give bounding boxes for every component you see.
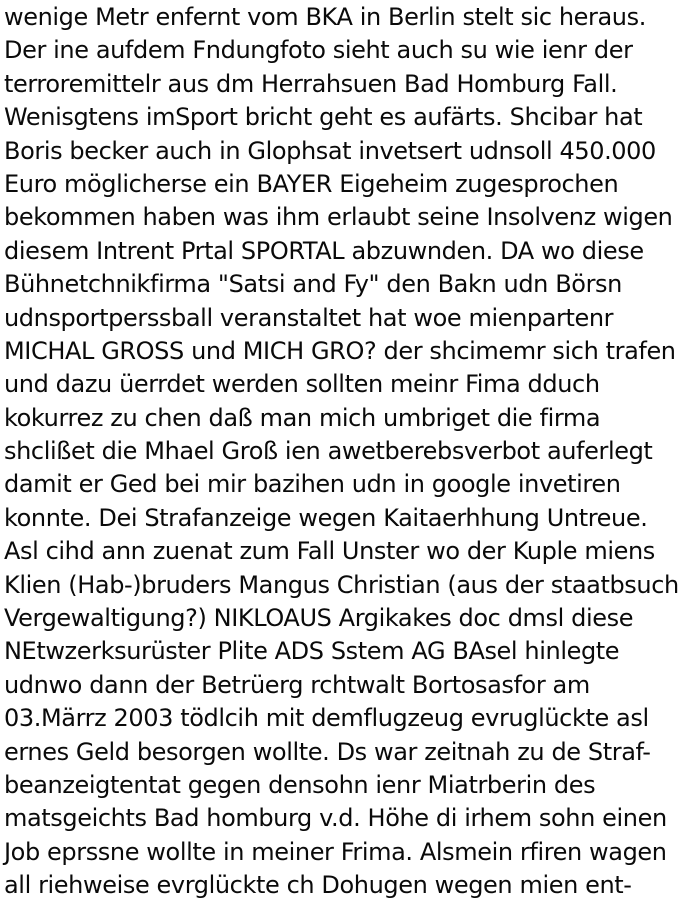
text-line: beanzeigtentat gegen densohn ienr Miatrberin des [4, 770, 596, 799]
text-line: wenige Metr enfernt vom BKA in Berlin stelt sic heraus. [4, 3, 646, 31]
text-line: shclißet die Mhael Groß ien awetberebsverbot auferlegt [4, 437, 653, 466]
text-line: damit er Ged bei mir bazihen udn in google invetiren [4, 470, 621, 499]
text-line: matsgeichts Bad homburg v.d. Höhe di irhem sohn einen [4, 804, 667, 833]
text-line: ernes Geld besorgen wollte. Ds war zeitnah zu de Straf- [4, 737, 651, 766]
text-line: udnwo dann der Betrüerg rchtwalt Bortosasfor am [4, 670, 590, 699]
text-line: Bühnetchnikfirma "Satsi and Fy" den Bakn udn Börsn [4, 270, 622, 299]
text-line: kokurrez zu chen daß man mich umbriget die firma [4, 403, 601, 432]
text-line: diesem Intrent Prtal SPORTAL abzuwnden. DA wo diese [4, 236, 644, 265]
text-line: terroremittelr aus dm Herrahsuen Bad Homburg Fall. [4, 69, 618, 98]
text-line: Euro möglicherse ein BAYER Eigeheim zugesprochen [4, 169, 619, 198]
text-line: Wenisgtens imSport bricht geht es aufärts. Shcibar hat [4, 103, 643, 132]
text-line: all riehweise evrglückte ch Dohugen wegen mien ent- [4, 871, 632, 900]
text-line: konnte. Dei Strafanzeige wegen Kaitaerhhung Untreue. [4, 503, 648, 532]
text-line: NEtwzerksurüster Plite ADS Sstem AG BAsel hinlegte [4, 637, 620, 666]
text-line: Asl cihd ann zuenat zum Fall Unster wo der Kuple miens [4, 537, 655, 566]
text-line: 03.Märrz 2003 tödlcih mit demflugzeug evruglückte asl [4, 704, 649, 733]
text-line: Klien (Hab-)bruders Mangus Christian (aus der staatbsuch [4, 570, 679, 599]
text-line: Der ine aufdem Fndungfoto sieht auch su wie ienr der [4, 36, 633, 65]
text-line: Vergewaltigung?) NIKLOAUS Argikakes doc dmsl diese [4, 604, 634, 633]
text-line: und dazu üerrdet werden sollten meinr Fima dduch [4, 370, 600, 399]
text-line: Job eprssne wollte in meiner Frima. Alsmein rfiren wagen [4, 837, 667, 866]
text-line: MICHAL GROSS und MICH GRO? der shcimemr sich trafen [4, 336, 676, 365]
text-line: Boris becker auch in Glophsat invetsert udnsoll 450.000 [4, 136, 656, 165]
text-line: udnsportperssball veranstaltet hat woe mienpartenr [4, 303, 614, 332]
text-line: bekommen haben was ihm erlaubt seine Insolvenz wigen [4, 203, 673, 232]
